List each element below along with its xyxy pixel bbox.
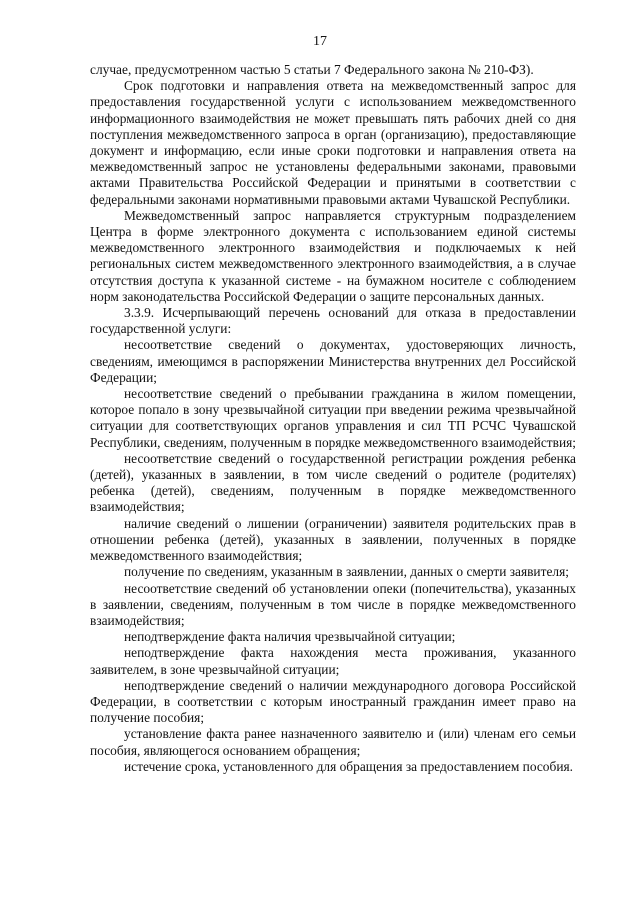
page-number: 17	[313, 34, 327, 49]
document-body	[90, 62, 576, 775]
list-item: несоответствие сведений о пребывании гражданина в жилом помещении, которое попало в зону чрезвычайной ситуации при введении режима чрезвычайной ситуации для соответствующих органов управления и сил ТП РСЧС Чувашской Республики, сведениям, полученным в порядке межведомственного взаимодействия;	[90, 386, 577, 450]
paragraph-refusal-grounds-heading: 3.3.9. Исчерпывающий перечень оснований для отказа в предоставлении государственной услуги:	[90, 305, 576, 337]
list-item: истечение срока, установленного для обращения за предоставлением пособия.	[124, 758, 573, 774]
paragraph-response-deadline: Срок подготовки и направления ответа на межведомственный запрос для предоставления государственной услуги с использованием межведомственного информационного взаимодействия не может превышать пять рабочих дней со дня поступления межведомственного запроса в орган (организацию), предоставляющие документ и информацию, если иные сроки подготовки и направления ответа на межведомственный запрос не установлены федеральными законами, правовыми актами Правительства Российской Федерации и принятыми в соответствии с федеральными законами нормативными правовыми актами Чувашской Республики.	[90, 78, 576, 207]
list-item: неподтверждение факта наличия чрезвычайной ситуации;	[124, 629, 456, 645]
list-item: установление факта ранее назначенного заявителю и (или) членам его семьи пособия, являющегося основанием обращения;	[90, 726, 576, 758]
list-item: неподтверждение факта нахождения места проживания, указанного заявителем, в зоне чрезвычайной ситуации;	[90, 645, 576, 677]
list-item: несоответствие сведений об установлении опеки (попечительства), указанных в заявлении, сведениям, полученным в том числе в порядке межведомственного взаимодействия;	[90, 580, 576, 628]
list-item: получение по сведениям, указанным в заявлении, данных о смерти заявителя;	[124, 564, 569, 580]
list-item: неподтверждение сведений о наличии международного договора Российской Федерации, в соответствии с которым иностранный гражданин имеет право на получение пособия;	[90, 677, 576, 726]
paragraph-continuation: случае, предусмотренном частью 5 статьи 7 Федерального закона № 210-ФЗ).	[90, 62, 534, 77]
list-item: несоответствие сведений о документах, удостоверяющих личность, сведениям, имеющимся в распоряжении Министерства внутренних дел Российской Федерации;	[90, 337, 576, 385]
list-item: наличие сведений о лишении (ограничении) заявителя родительских прав в отношении ребенка (детей), указанных в заявлении, полученных в порядке межведомственного взаимодействия;	[90, 515, 576, 564]
paragraph-interagency-request: Межведомственный запрос направляется структурным подразделением Центра в форме электронного документа с использованием единой системы межведомственного электронного взаимодействия и подключаемых к ней региональных систем межведомственного электронного взаимодействия, а в случае отсутствия доступа к указанной системе - на бумажном носителе с соблюдением норм законодательства Российской Федерации о защите персональных данных.	[90, 207, 576, 304]
list-item: несоответствие сведений о государственной регистрации рождения ребенка (детей), указанных в заявлении, в том числе сведений о родителе (родителях) ребенка (детей), сведениям, полученным в порядке межведомственного взаимодействия;	[90, 450, 576, 515]
